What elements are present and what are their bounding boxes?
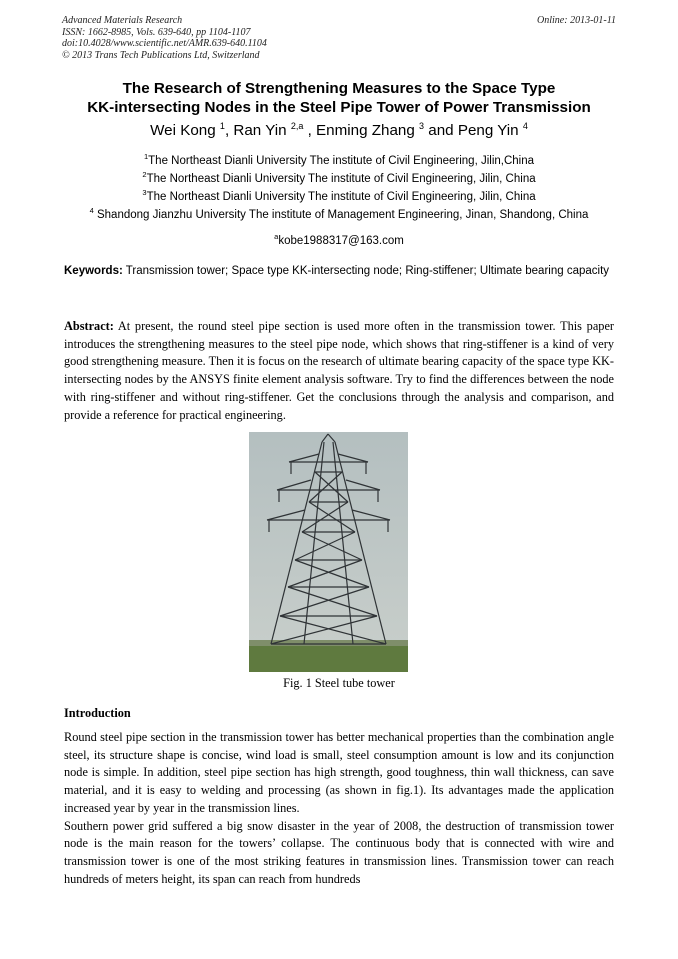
affiliation-1 <box>20 152 658 167</box>
affiliation-sup: 3 <box>142 188 147 197</box>
steel-tower-photo <box>249 432 408 672</box>
affiliation-sup: 1 <box>143 152 149 161</box>
author-name: Enming Zhang <box>316 122 415 140</box>
journal-header <box>62 15 616 61</box>
introduction-body <box>64 729 614 888</box>
online-date: Online: 2013-01-11 <box>537 15 616 26</box>
abstract <box>64 318 614 424</box>
title-line-1: The Research of Strengthening Measures to the Space Type <box>122 80 556 97</box>
author-list <box>40 121 638 139</box>
author-email <box>20 232 658 247</box>
ground <box>249 644 408 672</box>
author-name: Peng Yin <box>457 122 519 140</box>
keywords-text: Transmission tower; Space type KK-intersecting node; Ring-stiffener; Ultimate bearing capacity <box>122 265 610 277</box>
author-sup: 4 <box>522 121 528 131</box>
journal-name: Advanced Materials Research <box>62 15 183 26</box>
author-name: Ran Yin <box>233 122 287 140</box>
title-line-2: KK-intersecting Nodes in the Steel Pipe Tower of Power Transmission <box>87 99 591 116</box>
author-name: Wei Kong <box>150 122 216 140</box>
section-heading-introduction: Introduction <box>64 706 131 720</box>
paper-title <box>40 79 638 117</box>
affiliation-text: Shandong Jianzhu University The institute of Management Engineering, Jinan, Shandong, China <box>93 208 589 221</box>
affiliation-sup: 4 <box>89 206 94 215</box>
affiliation-2 <box>20 170 658 185</box>
doi-line: doi:10.4028/www.scientific.net/AMR.639-640.1104 <box>62 38 267 49</box>
abstract-label: Abstract: <box>64 319 114 333</box>
author-sup: 3 <box>419 121 425 131</box>
abstract-text: At present, the round steel pipe section is used more often in the transmission tower. This paper introduces the strengthening measures to the steel pipe node, which shows that ring-stiffener is a kind of very good strengthening measure. Then it is focus on the research of ultimate bearing capacity of the space type KK-intersecting nodes by the ANSYS finite element analysis software. Try to find the differences between the node with ring-stiffener and without ring-stiffener. Get the conclusions through the analysis and comparison, and provide a reference for practical engineering. <box>64 319 614 422</box>
tower-illustration <box>249 432 408 672</box>
affiliation-sup: 2 <box>142 170 147 179</box>
intro-paragraph: Round steel pipe section in the transmission tower has better mechanical properties than the combination angle steel, its structure shape is concise, wind load is small, steel consumption amount is low and its conjunction node is simple. In addition, steel pipe section has high strength, good toughness, thin wall thickness, can save material, and it is easy to welding and processing (as shown in fig.1). Its advantages made the application increased year by year in the transmission lines. <box>64 730 614 815</box>
author-sep: , <box>224 122 234 140</box>
affiliation-text: The Northeast Dianli University The institute of Civil Engineering, Jilin,China <box>148 154 535 167</box>
affiliation-text: The Northeast Dianli University The institute of Civil Engineering, Jilin, China <box>146 190 536 203</box>
email-sup: a <box>274 232 279 241</box>
keywords-label: Keywords: <box>64 265 123 277</box>
author-sup: 1 <box>219 121 225 131</box>
affiliation-4 <box>20 206 658 221</box>
intro-paragraph: Southern power grid suffered a big snow disaster in the year of 2008, the destruction of transmission tower node is the main reason for the towers’ collapse. The continuous body that is connected with wire and transmission tower is one of the most striking features in transmission lines. Transmission tower can reach hundreds of meters height, its span can reach from hundreds <box>64 818 614 886</box>
author-sup: 2,a <box>290 121 304 131</box>
figure-caption: Fig. 1 Steel tube tower <box>283 676 395 690</box>
copyright-line: © 2013 Trans Tech Publications Ltd, Switzerland <box>62 49 260 61</box>
keywords <box>64 263 614 281</box>
author-sep: and <box>424 122 458 140</box>
email-text: kobe1988317@163.com <box>278 234 404 247</box>
affiliation-3 <box>20 188 658 203</box>
author-sep: , <box>303 122 317 140</box>
issn-line: ISSN: 1662-8985, Vols. 639-640, pp 1104-1107 <box>62 26 251 38</box>
affiliation-text: The Northeast Dianli University The institute of Civil Engineering, Jilin, China <box>146 172 536 185</box>
